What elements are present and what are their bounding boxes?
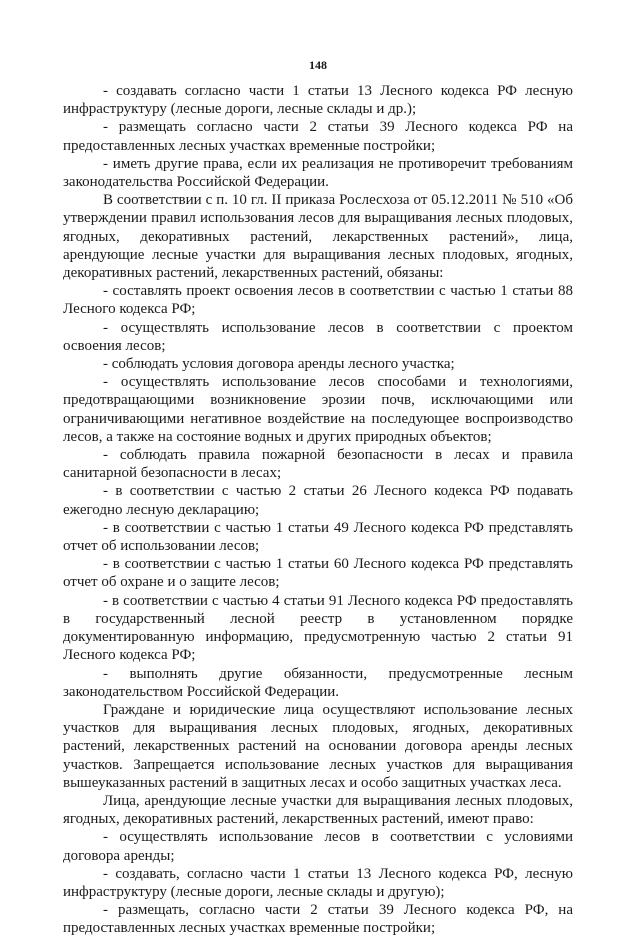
paragraph: Граждане и юридические лица осуществляют использование лесных участков для выращивания лесных плодовых, ягодных, декоративных растений, лекарственных растений на основании договора аренды лесных участков. Запрещается использование лесных участков для выращивания вышеуказанных растений в защитных лесах и особо защитных участках леса. (63, 701, 573, 791)
paragraph: - осуществлять использование лесов способами и технологиями, предотвращающими возникновение эрозии почв, исключающими или ограничивающими негативное воздействие на последующее воспроизводство лесов, а также на состояние водных и других природных объектов; (63, 374, 573, 445)
page-number: 148 (309, 58, 327, 72)
paragraph: - составлять проект освоения лесов в соответствии с частью 1 статьи 88 Лесного кодекса РФ; (63, 283, 573, 318)
paragraph: - выполнять другие обязанности, предусмотренные лесным законодательством Российской Федерации. (63, 665, 573, 700)
paragraph: - в соответствии с частью 4 статьи 91 Лесного кодекса РФ предоставлять в государственный лесной реестр в установленном порядке документированную информацию, предусмотренную частью 2 статьи 91 Лесного кодекса РФ; (63, 592, 573, 664)
paragraph: - размещать, согласно части 2 статьи 39 Лесного кодекса РФ, на предоставленных лесных участках временные постройки; (63, 902, 573, 937)
paragraph: - осуществлять использование лесов в соответствии с проектом освоения лесов; (63, 319, 573, 354)
paragraph: - иметь другие права, если их реализация не противоречит требованиям законодательства Российской Федерации. (63, 155, 573, 191)
paragraph: - осуществлять использование лесов в соответствии с условиями договора аренды; (63, 829, 573, 864)
paragraph: - в соответствии с частью 2 статьи 26 Лесного кодекса РФ подавать ежегодно лесную декларацию; (63, 483, 573, 518)
paragraph: Лица, арендующие лесные участки для выращивания лесных плодовых, ягодных, декоративных растений, лекарственных растений, имеют право: (63, 792, 573, 828)
paragraph: - создавать, согласно части 1 статьи 13 Лесного кодекса РФ, лесную инфраструктуру (лесные дороги, лесные склады и другую); (63, 865, 573, 900)
paragraph: - создавать согласно части 1 статьи 13 Лесного кодекса РФ лесную инфраструктуру (лесные дороги, лесные склады и др.); (63, 83, 573, 118)
paragraph: - в соответствии с частью 1 статьи 49 Лесного кодекса РФ представлять отчет об использовании лесов; (63, 519, 573, 555)
paragraph: - в соответствии с частью 1 статьи 60 Лесного кодекса РФ представлять отчет об охране и о защите лесов; (63, 556, 573, 591)
paragraph: - соблюдать правила пожарной безопасности в лесах и правила санитарной безопасности в лесах; (63, 447, 573, 482)
document-body (63, 82, 573, 938)
paragraph: - соблюдать условия договора аренды лесного участка; (103, 356, 455, 373)
paragraph: - размещать согласно части 2 статьи 39 Лесного кодекса РФ на предоставленных лесных участках временные постройки; (63, 119, 573, 154)
paragraph: В соответствии с п. 10 гл. II приказа Рослесхоза от 05.12.2011 № 510 «Об утверждении правил использования лесов для выращивания лесных плодовых, ягодных, декоративных растений, лекарственных растений», лица, арендующие лесные участки для выращивания лесных плодовых, ягодных, декоративных растений, лекарственных растений, обязаны: (63, 192, 573, 282)
